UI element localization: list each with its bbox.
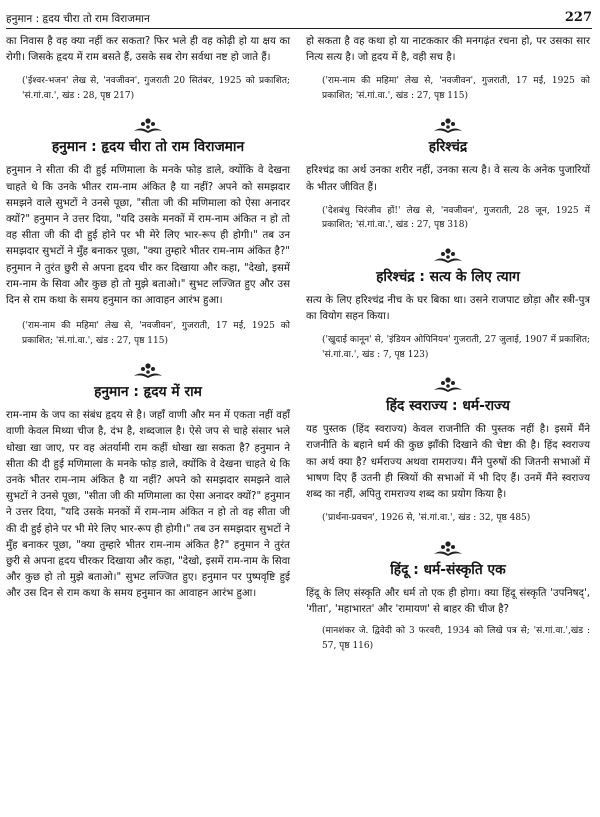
section-body: सत्य के लिए हरिश्चंद्र नीच के घर बिका था। उसने राजपाट छोड़ा और स्त्री-पुत्र का वियोग सहन किया। — [306, 294, 590, 323]
ornament-icon — [306, 376, 590, 394]
section-body: हरिश्चंद्र का अर्थ उनका शरीर नहीं, उनका सत्य है। वे सत्य के अनेक पुजारियों के भीतर जीवित हैं। — [306, 165, 590, 193]
section-title: हरिश्चंद्र — [428, 139, 468, 156]
citation: ('खुदाई कानून' से, 'इंडियन ओपिनियन' गुजराती, 27 जुलाई, 1907 में प्रकाशित; 'सं.गां.वा.', खंड : 7, पृष्ठ 123) — [322, 335, 590, 360]
page-number: 227 — [564, 10, 592, 25]
ornament-icon — [6, 117, 290, 135]
section-title: हिंद स्वराज्य : धर्म-राज्य — [386, 398, 510, 415]
section-body: यह पुस्तक (हिंद स्वराज्य) केवल राजनीति की पुस्तक नहीं है। इसमें मैंने राजनीति के बहाने धर्म की कुछ झाँकी दिखाने की चेष्टा की है। हिंद स्वराज्य का अर्थ क्या है? धर्मराज्य अथवा रामराज्य। मैंने पुरुषों की जितनी सभाओं में भाषण दिए हैं उतनी ही स्त्रियों की सभाओं में भी दिए हैं। उनमें मैंने स्वराज्य शब्द का नहीं, अपितु रामराज्य शब्द का प्रयोग किया है। — [306, 424, 590, 501]
section-title: हिंदू : धर्म-संस्कृति एक — [390, 561, 506, 578]
section-title: हरिश्चंद्र : सत्य के लिए त्याग — [376, 268, 520, 285]
running-title: हनुमान : हृदय चीरा तो राम विराजमान — [6, 13, 150, 25]
section-body: हिंदू के लिए संस्कृति और धर्म तो एक ही होगा। क्या हिंदू संस्कृति 'उपनिषद्', 'गीता', 'महाभारत' और 'रामायण' से बाहर की चीज है? — [306, 587, 590, 615]
citation: ('राम-नाम की महिमा' लेख से, 'नवजीवन', गुजराती, 17 मई, 1925 को प्रकाशित; 'सं.गां.वा.', खंड : 27, पृष्ठ 115) — [22, 321, 290, 346]
citation: (मानशंकर जे. द्विवेदी को 3 फरवरी, 1934 को लिखे पत्र से; 'सं.गां.वा.',खंड : 57, पृष्ठ 116) — [322, 626, 590, 651]
continued-paragraph: हो सकता है वह कथा हो या नाटककार की मनगढ़ंत रचना हो, पर उसका सार नित्य सत्य है। जो हृदय में है, वही सच है। — [306, 36, 590, 64]
running-header — [6, 8, 592, 29]
left-column — [6, 34, 290, 603]
section-title: हनुमान : हृदय चीरा तो राम विराजमान — [51, 139, 245, 156]
ornament-icon — [306, 540, 590, 558]
citation: ('ईश्वर-भजन' लेख से, 'नवजीवन', गुजराती 20 सितंबर, 1925 को प्रकाशित; 'सं.गां.वा.', खंड : 28, पृष्ठ 217) — [22, 76, 290, 101]
right-column — [306, 34, 590, 653]
section-body: राम-नाम के जप का संबंध हृदय से है। जहाँ वाणी और मन में एकता नहीं वहाँ वाणी केवल मिथ्या चीज है, दंभ है, शब्दजाल है। ऐसे जप से चाहे संसार भले धोखा खा जाए, पर वह अंतर्यामी राम कहीं धोखा खा सकता है? हनुमान ने सीता की दी हुई मणिमाला के मनके फोड़ डाले, क्योंकि वे देखना चाहते थे कि उनके भीतर राम-नाम अंकित है या नहीं? अपने को समझदार समझने वाले सुभटों ने उनसे पूछा, "सीता जी की मणिमाला का ऐसा अनादर क्यों?" हनुमान ने उत्तर दिया, "यदि उसके मनकों में राम-नाम अंकित न हो तो वह सीता जी की दी हुई होने पर भी मेरे लिए भार-रूप ही होगी।" तब उन समझदार सुभटों ने मुँह बनाकर पूछा, "क्या तुम्हारे भीतर राम-नाम अंकित है?" हनुमान ने तुरंत छुरी से अपना हृदय चीरकर दिखाया और कहा, "देखो, इसमें राम-नाम के सिवा और कुछ हो तो मुझे बताओ।" सुभट लज्जित हुए। हनुमान पर पुष्पवृष्टि हुई और उस दिन से राम कथा के समय हनुमान का आवाहन आरंभ हुआ। — [6, 410, 290, 600]
ornament-icon — [306, 117, 590, 135]
citation: ('राम-नाम की महिमा' लेख से, 'नवजीवन', गुजराती, 17 मई, 1925 को प्रकाशित; 'सं.गां.वा.', खंड : 27, पृष्ठ 115) — [322, 76, 590, 101]
continued-paragraph: का निवास है वह क्या नहीं कर सकता? फिर भले ही वह कोढ़ी हो या क्षय का रोगी। जिसके हृदय में राम बसते हैं, उसके सब रोग सर्वथा नष्ट हो जाते हैं। — [6, 36, 290, 64]
citation: ('प्रार्थना-प्रवचन', 1926 से, 'सं.गां.वा.', खंड : 32, पृष्ठ 485) — [322, 513, 531, 524]
section-title: हनुमान : हृदय में राम — [94, 384, 202, 401]
ornament-icon — [306, 247, 590, 265]
ornament-icon — [6, 362, 290, 380]
section-body: हनुमान ने सीता की दी हुई मणिमाला के मनके फोड़ डाले, क्योंकि वे देखना चाहते थे कि उनके भीतर राम-नाम अंकित है या नहीं? अपने को समझदार समझने वाले सुभटों ने उनसे पूछा, "सीता जी की मणिमाला को ऐसा अनादर क्यों?" हनुमान ने उत्तर दिया, "यदि उसके मनकों में राम-नाम अंकित न हो तो वह सीता जी की दी हुई होने पर भी मेरे लिए भार-रूप ही होगी।" तब उन समझदार सुभटों ने मुँह बनाकर पूछा, "क्या तुम्हारे भीतर राम-नाम अंकित है?" हनुमान ने तुरंत छुरी से अपना हृदय चीर कर दिखाया और कहा, "देखो, इसमें राम-नाम के सिवा और कुछ हो तो मुझे बताओ।" सुभट लज्जित हुए और उस दिन से राम कथा के समय हनुमान का आवाहन आरंभ हुआ। — [6, 165, 290, 307]
citation: ('देशबंधु चिरंजीव हों!' लेख से, 'नवजीवन', गुजराती, 28 जून, 1925 में प्रकाशित; 'सं.गां.वा.', खंड : 27, पृष्ठ 318) — [322, 205, 590, 231]
